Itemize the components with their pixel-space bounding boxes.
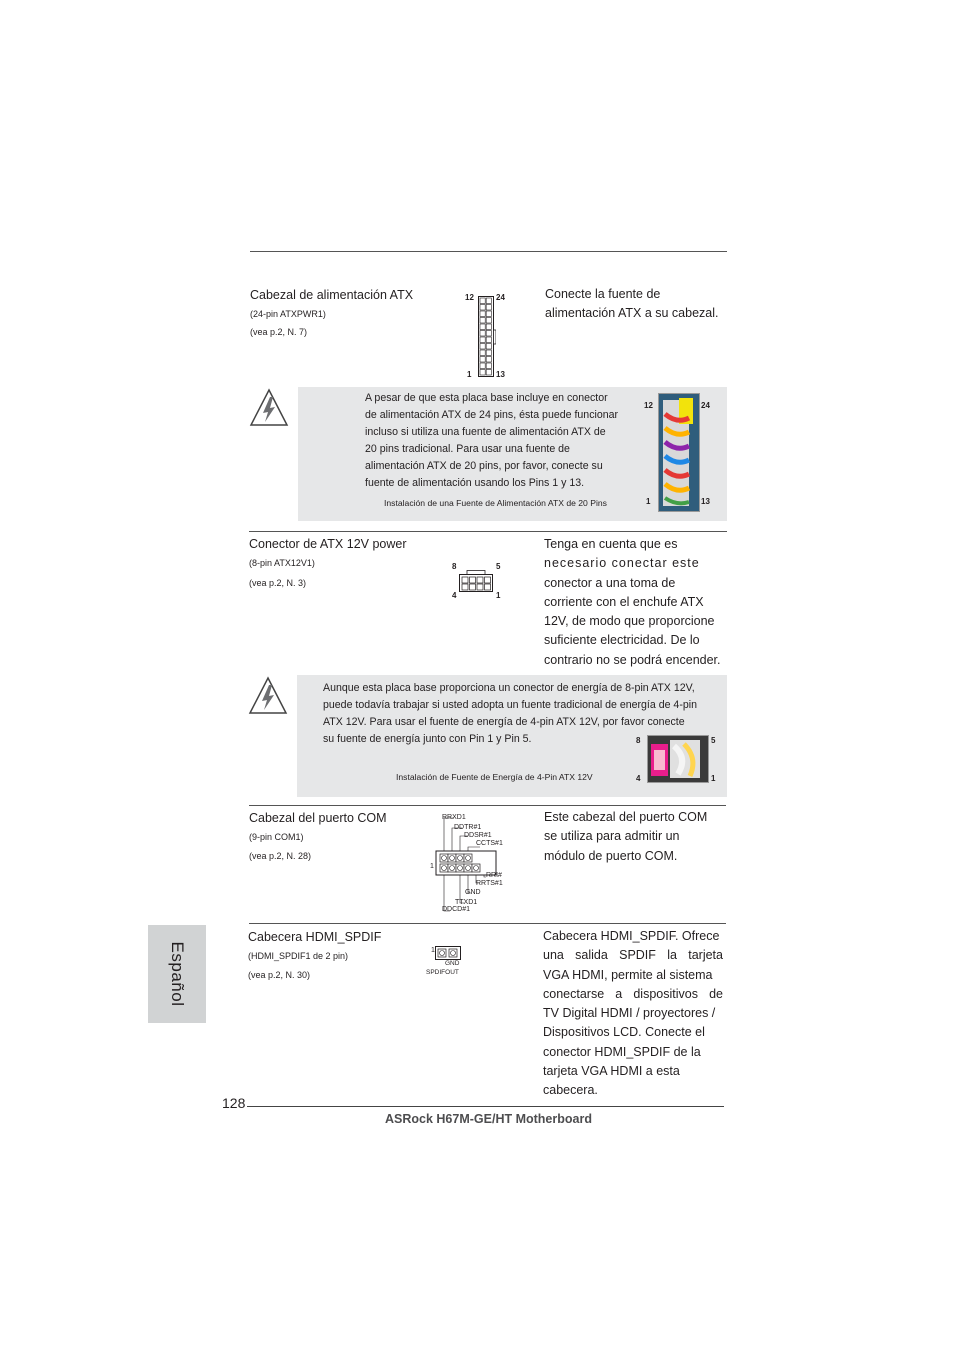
warning-atx-line: A pesar de que esta placa base incluye en conector — [365, 392, 608, 404]
hdmi-desc-line: TV Digital HDMI / proyectores / — [543, 1006, 716, 1021]
atx-pin-24: 24 — [496, 293, 505, 302]
warning-atx12v-caption: Instalación de Fuente de Energía de 4-Pin ATX 12V — [396, 772, 593, 782]
atx-desc-line: alimentación ATX a su cabezal. — [545, 306, 719, 321]
com-pin-label: DDSR#1 — [464, 832, 492, 839]
atx-description — [545, 285, 735, 324]
atx12v-desc-line: 12V, de modo que proporcione — [544, 614, 715, 629]
atx-pin-12: 12 — [465, 293, 474, 302]
photo12v-pin-8: 8 — [636, 736, 641, 745]
atx-24pin-connector — [478, 296, 496, 378]
hdmi-ref: (vea p.2, N. 30) — [248, 970, 311, 980]
atx12v-title: Conector de ATX 12V power — [249, 537, 407, 551]
com-9pin-diagram — [428, 813, 528, 913]
hdmi-desc-line: conectarse a dispositivos de — [543, 986, 723, 1001]
photo12v-pin-4: 4 — [636, 774, 641, 783]
photo12v-pin-1: 1 — [711, 774, 716, 783]
hdmi-pin-spdifout: SPDIFOUT — [426, 969, 459, 976]
atx-subtitle: (24-pin ATXPWR1) — [250, 309, 326, 319]
atx12v-desc-line: conector a una toma de — [544, 575, 676, 590]
hdmi-description — [543, 927, 723, 1101]
hdmi-subtitle: (HDMI_SPDIF1 de 2 pin) — [248, 951, 349, 961]
section-divider — [249, 531, 727, 532]
atx12v-subtitle: (8-pin ATX12V1) — [249, 558, 315, 568]
com-ref: (vea p.2, N. 28) — [249, 851, 312, 861]
photo12v-pin-5: 5 — [711, 736, 716, 745]
photo-pin-12: 12 — [644, 401, 653, 410]
footer-rule — [247, 1106, 724, 1107]
atx-pin-13: 13 — [496, 370, 505, 379]
warning-atx-line: alimentación ATX de 20 pins, por favor, conecte su — [365, 460, 603, 472]
atx12v-8pin-connector — [459, 570, 493, 592]
language-side-tab-label: Español — [168, 941, 187, 1007]
com-desc-line: Este cabezal del puerto COM — [544, 810, 708, 824]
com-desc-line: se utiliza para admitir un — [544, 829, 680, 844]
atx12v-pin-1: 1 — [496, 591, 501, 600]
atx12v-pin-5: 5 — [496, 562, 501, 571]
atx12v-4pin-install-photo — [647, 735, 709, 783]
atx-ref: (vea p.2, N. 7) — [250, 327, 308, 337]
warning-atx12v-line: ATX 12V. Para usar el fuente de energía de 4-pin ATX 12V, por favor conecte — [323, 716, 685, 728]
photo-pin-13: 13 — [701, 497, 710, 506]
footer-product: ASRock H67M-GE/HT Motherboard — [385, 1112, 592, 1126]
com-pin-label: RRI# — [486, 872, 502, 879]
atx-desc-line: Conecte la fuente de — [545, 287, 661, 301]
atx-24pin-diagram — [462, 290, 512, 382]
atx12v-desc-line: Tenga en cuenta que es — [544, 537, 678, 551]
warning-atx-line: 20 pins tradicional. Para usar una fuente de — [365, 443, 570, 455]
warning-atx-caption: Instalación de una Fuente de Alimentación ATX de 20 Pins — [384, 498, 607, 508]
atx-title: Cabezal de alimentación ATX — [250, 288, 414, 302]
photo-pin-1: 1 — [646, 497, 651, 506]
warning-atx-line: fuente de alimentación usando los Pins 1 y 13. — [365, 477, 585, 489]
atx12v-desc-line: suficiente electricidad. De lo — [544, 633, 700, 648]
com-pin-label: TTXD1 — [455, 899, 478, 906]
warning-atx12v-line: puede todavía trabajar si usted adopta un fuente tradicional de energía de 4-pin — [323, 699, 697, 711]
section-divider — [249, 923, 726, 924]
com-title: Cabezal del puerto COM — [249, 811, 387, 825]
com-subtitle: (9-pin COM1) — [249, 832, 304, 842]
com-pin-label: GND — [465, 889, 481, 896]
atx12v-4pin-photo-group — [634, 735, 720, 785]
hdmi-pin-one: 1 — [431, 947, 435, 954]
com-pin-one: 1 — [430, 863, 434, 870]
photo-pin-24: 24 — [701, 401, 710, 410]
atx12v-8pin-diagram — [450, 560, 504, 602]
com-pin-label: CCTS#1 — [476, 840, 503, 847]
hdmi-2pin-diagram — [425, 944, 475, 980]
atx12v-description — [544, 535, 734, 670]
warning-lightning-icon — [248, 676, 288, 716]
language-side-tab — [148, 925, 206, 1023]
atx12v-desc-line: contrario no se podrá encender. — [544, 652, 721, 667]
com-pin-label: DDCD#1 — [442, 906, 471, 913]
hdmi-desc-line: conector HDMI_SPDIF de la — [543, 1044, 701, 1059]
hdmi-desc-line: una salida SPDIF la tarjeta — [543, 948, 723, 963]
top-rule — [250, 251, 727, 252]
warning-atx12v-line: su fuente de energía junto con Pin 1 y Pin 5. — [323, 733, 532, 745]
hdmi-pin-gnd: GND — [445, 960, 460, 967]
warning-atx-line: de alimentación ATX de 24 pins, ésta puede funcionar — [365, 409, 619, 421]
atx-20pin-install-photo — [658, 393, 700, 512]
warning-atx12v-line: Aunque esta placa base proporciona un conector de energía de 8-pin ATX 12V, — [323, 682, 695, 694]
page-number: 128 — [222, 1095, 246, 1111]
hdmi-desc-line: cabecera. — [543, 1083, 598, 1098]
atx12v-pin-4: 4 — [452, 591, 457, 600]
warning-atx-line: incluso si utiliza una fuente de alimentación ATX de — [365, 426, 606, 438]
hdmi-desc-line: VGA HDMI, permite al sistema — [543, 967, 713, 982]
atx-pin-1: 1 — [467, 370, 472, 379]
com-pin-label: DDTR#1 — [454, 824, 482, 831]
hdmi-2pin-connector — [435, 946, 461, 960]
hdmi-desc-line: Dispositivos LCD. Conecte el — [543, 1025, 705, 1040]
hdmi-desc-line: Cabecera HDMI_SPDIF. Ofrece — [543, 929, 720, 943]
atx12v-desc-line: corriente con el enchufe ATX — [544, 594, 704, 609]
com-description — [544, 808, 734, 866]
hdmi-desc-line: tarjeta VGA HDMI a esta — [543, 1064, 680, 1079]
atx12v-pin-8: 8 — [452, 562, 457, 571]
com-pin-label: RRTS#1 — [476, 880, 503, 887]
warning-atx-text — [365, 390, 640, 492]
warning-lightning-icon — [249, 388, 289, 428]
com-desc-line: módulo de puerto COM. — [544, 848, 678, 863]
atx-20pin-photo-group — [641, 393, 723, 513]
atx12v-ref: (vea p.2, N. 3) — [249, 578, 307, 588]
section-divider — [249, 805, 726, 806]
atx12v-desc-line: necesario conectar este — [544, 556, 700, 571]
hdmi-title: Cabecera HDMI_SPDIF — [248, 930, 382, 944]
com-pin-label: RRXD1 — [442, 814, 466, 821]
